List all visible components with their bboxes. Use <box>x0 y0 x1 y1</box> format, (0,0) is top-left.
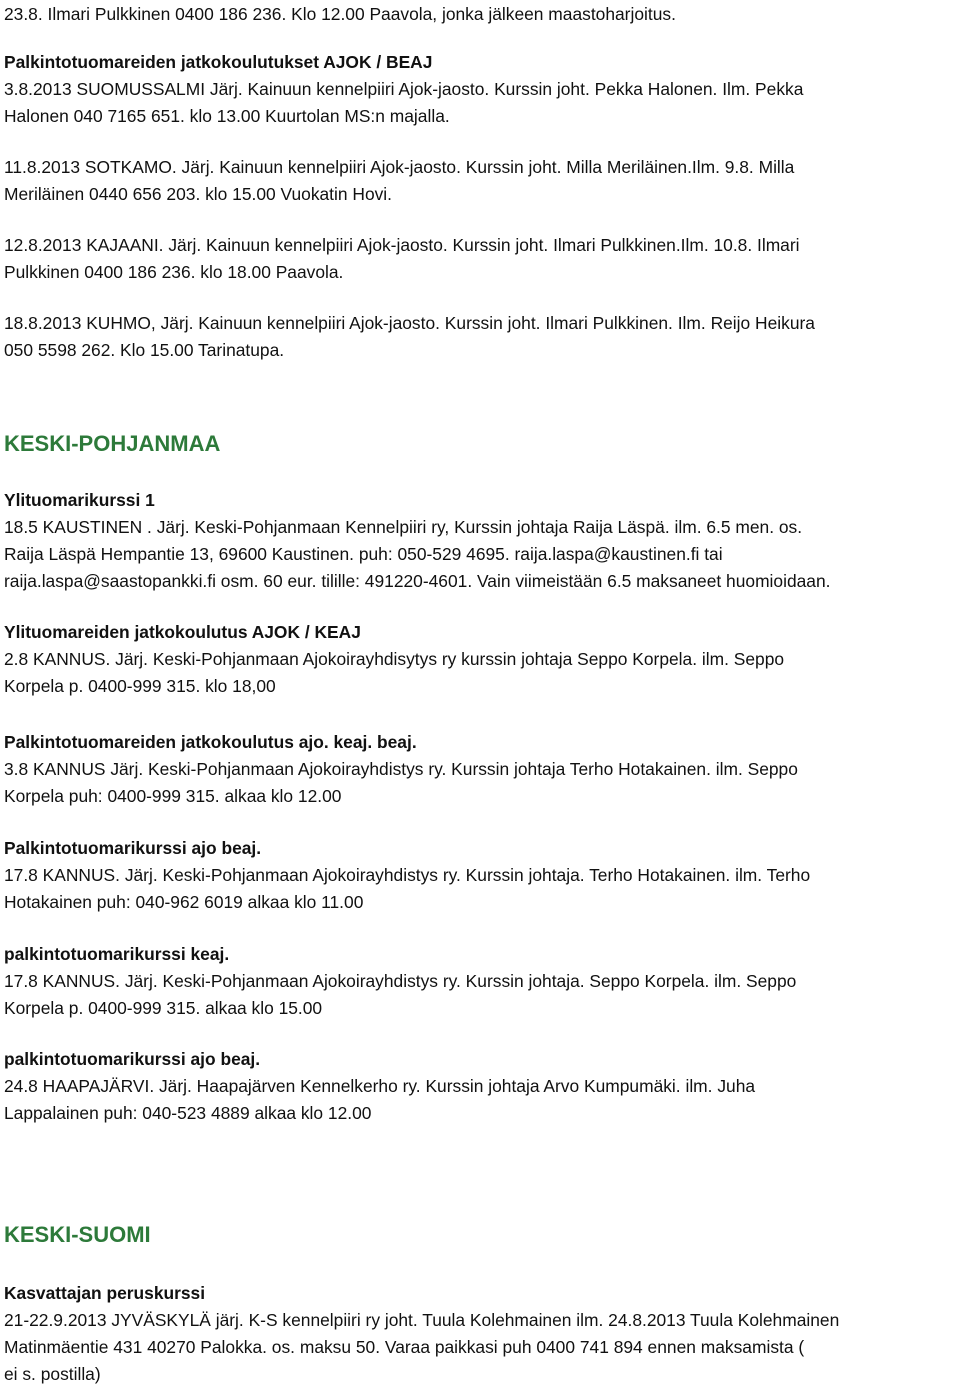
text-line: 21-22.9.2013 JYVÄSKYLÄ järj. K-S kennelpiiri ry joht. Tuula Kolehmainen ilm. 24.8.2013 Tuula Kolehmainen <box>4 1310 840 1330</box>
text-line: 24.8 HAAPAJÄRVI. Järj. Haapajärven Kennelkerho ry. Kurssin johtaja Arvo Kumpumäki. ilm. Juha <box>4 1076 756 1096</box>
region-heading-keski-pohjanmaa: KESKI-POHJANMAA <box>4 431 221 456</box>
text-line: Lappalainen puh: 040-523 4889 alkaa klo 12.00 <box>4 1103 372 1123</box>
text-line: Meriläinen 0440 656 203. klo 15.00 Vuokatin Hovi. <box>4 184 393 204</box>
section-subheading: Palkintotuomareiden jatkokoulutukset AJOK / BEAJ <box>4 52 433 72</box>
section-subheading: palkintotuomarikurssi keaj. <box>4 944 230 964</box>
region-heading-keski-suomi: KESKI-SUOMI <box>4 1222 151 1247</box>
text-line: 050 5598 262. Klo 15.00 Tarinatupa. <box>4 340 285 360</box>
text-line: 3.8 KANNUS Järj. Keski-Pohjanmaan Ajokoirayhdistys ry. Kurssin johtaja Terho Hotakainen. ilm. Seppo <box>4 759 798 779</box>
text-line: 18.8.2013 KUHMO, Järj. Kainuun kennelpiiri Ajok-jaosto. Kurssin joht. Ilmari Pulkkinen. Ilm. Reijo Heikura <box>4 313 815 333</box>
text-line: 3.8.2013 SUOMUSSALMI Järj. Kainuun kennelpiiri Ajok-jaosto. Kurssin joht. Pekka Halonen. Ilm. Pekka <box>4 79 804 99</box>
text-line: 11.8.2013 SOTKAMO. Järj. Kainuun kennelpiiri Ajok-jaosto. Kurssin joht. Milla Meriläinen.Ilm. 9.8. Milla <box>4 157 795 177</box>
text-line: raija.laspa@saastopankki.fi osm. 60 eur. tilille: 491220-4601. Vain viimeistään 6.5 maksaneet huomioidaan. <box>4 571 831 591</box>
text-line: Raija Läspä Hempantie 13, 69600 Kaustinen. puh: 050-529 4695. raija.laspa@kaustinen.fi tai <box>4 544 723 564</box>
section-subheading: Ylituomareiden jatkokoulutus AJOK / KEAJ <box>4 622 361 642</box>
text-line: 23.8. Ilmari Pulkkinen 0400 186 236. Klo 12.00 Paavola, jonka jälkeen maastoharjoitus. <box>4 4 676 24</box>
text-line: Halonen 040 7165 651. klo 13.00 Kuurtolan MS:n majalla. <box>4 106 450 126</box>
text-line: 18.5 KAUSTINEN . Järj. Keski-Pohjanmaan Kennelpiiri ry, Kurssin johtaja Raija Läspä. ilm. 6.5 men. os. <box>4 517 803 537</box>
text-line: ei s. postilla) <box>4 1364 101 1384</box>
section-subheading: Palkintotuomarikurssi ajo beaj. <box>4 838 262 858</box>
text-line: Matinmäentie 431 40270 Palokka. os. maksu 50. Varaa paikkasi puh 0400 741 894 ennen maksamista ( <box>4 1337 805 1357</box>
text-line: Hotakainen puh: 040-962 6019 alkaa klo 11.00 <box>4 892 364 912</box>
text-line: Pulkkinen 0400 186 236. klo 18.00 Paavola. <box>4 262 344 282</box>
text-line: Korpela p. 0400-999 315. alkaa klo 15.00 <box>4 998 323 1018</box>
section-subheading: Palkintotuomareiden jatkokoulutus ajo. keaj. beaj. <box>4 732 417 752</box>
text-line: 17.8 KANNUS. Järj. Keski-Pohjanmaan Ajokoirayhdistys ry. Kurssin johtaja. Terho Hotakainen. ilm. Terho <box>4 865 811 885</box>
text-line: 2.8 KANNUS. Järj. Keski-Pohjanmaan Ajokoirayhdisytys ry kurssin johtaja Seppo Korpela. ilm. Seppo <box>4 649 785 669</box>
text-line: Korpela p. 0400-999 315. klo 18,00 <box>4 676 276 696</box>
section-subheading: Ylituomarikurssi 1 <box>4 490 155 510</box>
text-line: 17.8 KANNUS. Järj. Keski-Pohjanmaan Ajokoirayhdistys ry. Kurssin johtaja. Seppo Korpela. ilm. Seppo <box>4 971 797 991</box>
section-subheading: palkintotuomarikurssi ajo beaj. <box>4 1049 261 1069</box>
text-line: 12.8.2013 KAJAANI. Järj. Kainuun kennelpiiri Ajok-jaosto. Kurssin joht. Ilmari Pulkkinen.Ilm. 10.8. Ilmari <box>4 235 800 255</box>
text-line: Korpela puh: 0400-999 315. alkaa klo 12.00 <box>4 786 342 806</box>
section-subheading: Kasvattajan peruskurssi <box>4 1283 206 1303</box>
